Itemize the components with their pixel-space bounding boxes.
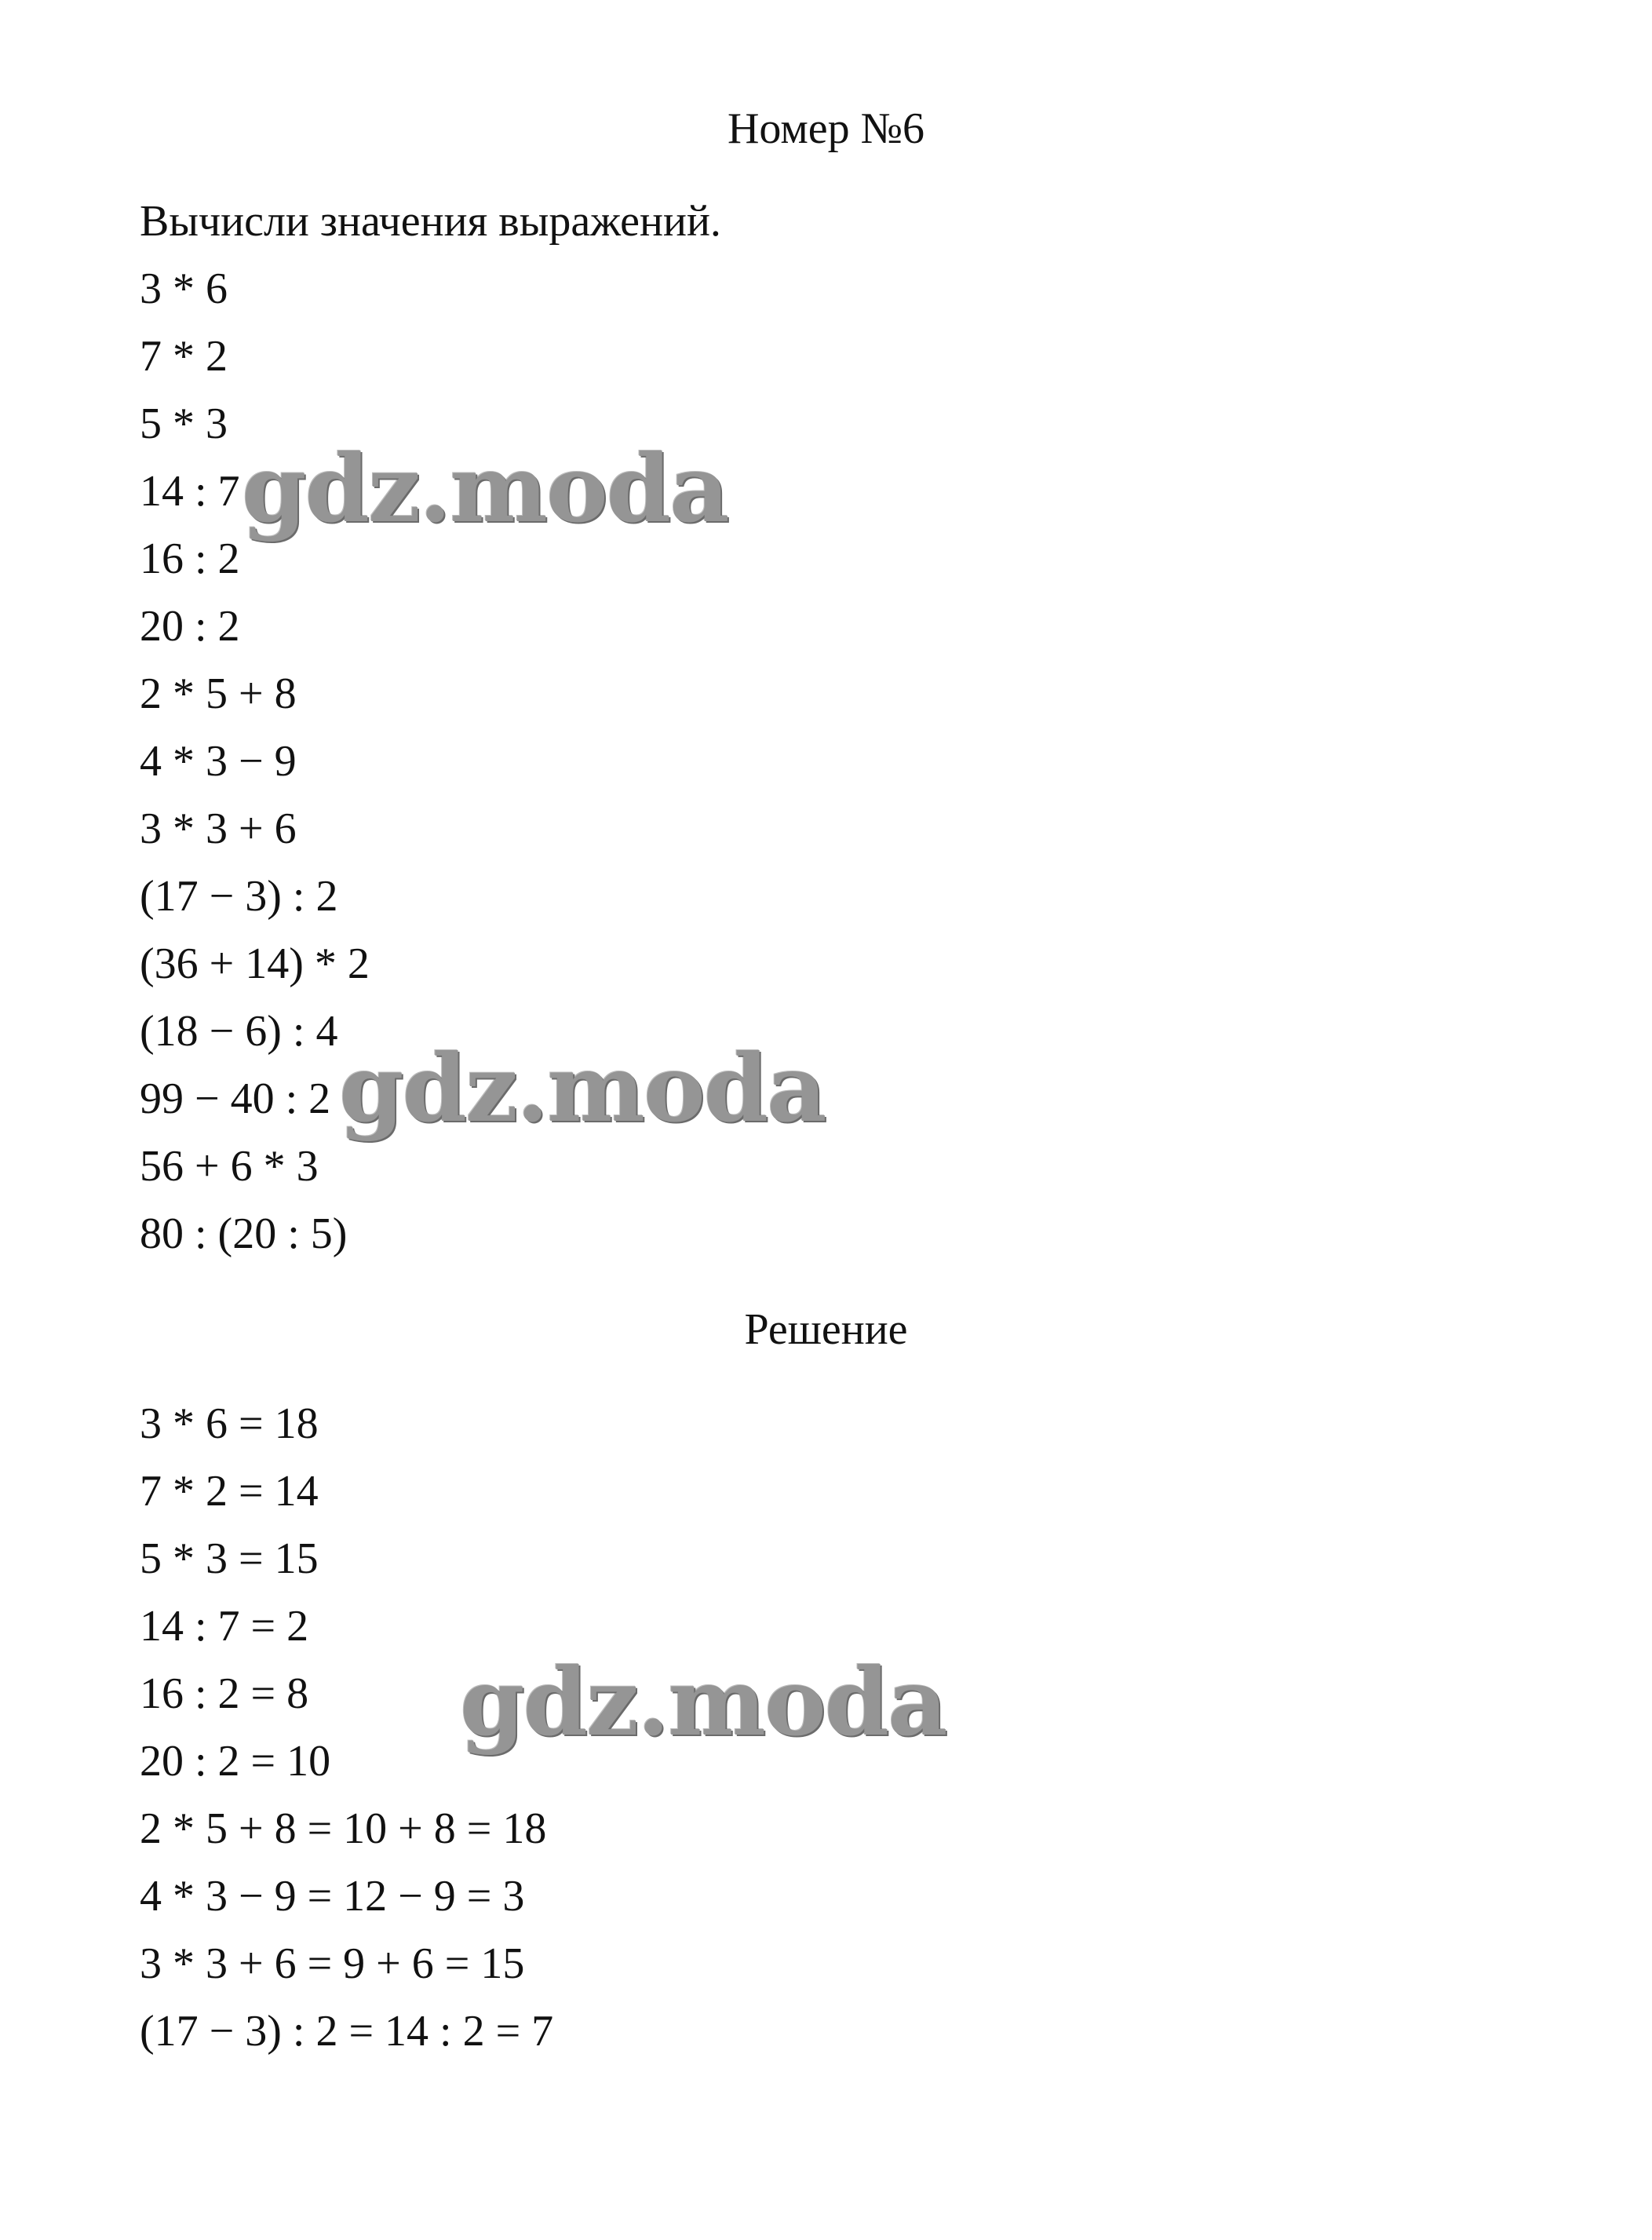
task-expression: 80 : (20 : 5)	[140, 1209, 348, 1258]
solution-line: 16 : 2 = 8	[140, 1669, 309, 1718]
task-expression: (36 + 14) * 2	[140, 939, 370, 988]
task-expression: 5 * 3	[140, 399, 228, 448]
solution-heading: Решение	[744, 1305, 908, 1354]
watermark: gdz.moda	[242, 434, 728, 543]
watermark: gdz.moda	[339, 1034, 826, 1143]
solution-line: 3 * 3 + 6 = 9 + 6 = 15	[140, 1939, 525, 1988]
solution-line: 14 : 7 = 2	[140, 1602, 309, 1651]
task-expression: 3 * 6	[140, 264, 228, 313]
solution-line: 7 * 2 = 14	[140, 1467, 319, 1516]
task-expression: 16 : 2	[140, 534, 240, 583]
solution-line: 4 * 3 − 9 = 12 − 9 = 3	[140, 1872, 525, 1921]
task-expression: 3 * 3 + 6	[140, 804, 297, 853]
task-expression: 14 : 7	[140, 467, 240, 516]
solution-line: 3 * 6 = 18	[140, 1399, 319, 1448]
task-expression: 4 * 3 − 9	[140, 737, 297, 786]
solution-line: (17 − 3) : 2 = 14 : 2 = 7	[140, 2007, 554, 2056]
watermark: gdz.moda	[460, 1647, 946, 1757]
task-expression: 20 : 2	[140, 602, 240, 651]
task-expression: 56 + 6 * 3	[140, 1142, 319, 1191]
solution-line: 2 * 5 + 8 = 10 + 8 = 18	[140, 1804, 547, 1853]
solution-line: 5 * 3 = 15	[140, 1534, 319, 1583]
page-title: Номер №6	[727, 104, 925, 153]
task-expression: 7 * 2	[140, 332, 228, 381]
task-instruction: Вычисли значения выражений.	[140, 197, 721, 246]
task-expression: (17 − 3) : 2	[140, 872, 338, 921]
solution-line: 20 : 2 = 10	[140, 1737, 331, 1786]
task-expression: (18 − 6) : 4	[140, 1007, 338, 1056]
task-expression: 99 − 40 : 2	[140, 1074, 331, 1123]
task-expression: 2 * 5 + 8	[140, 669, 297, 718]
